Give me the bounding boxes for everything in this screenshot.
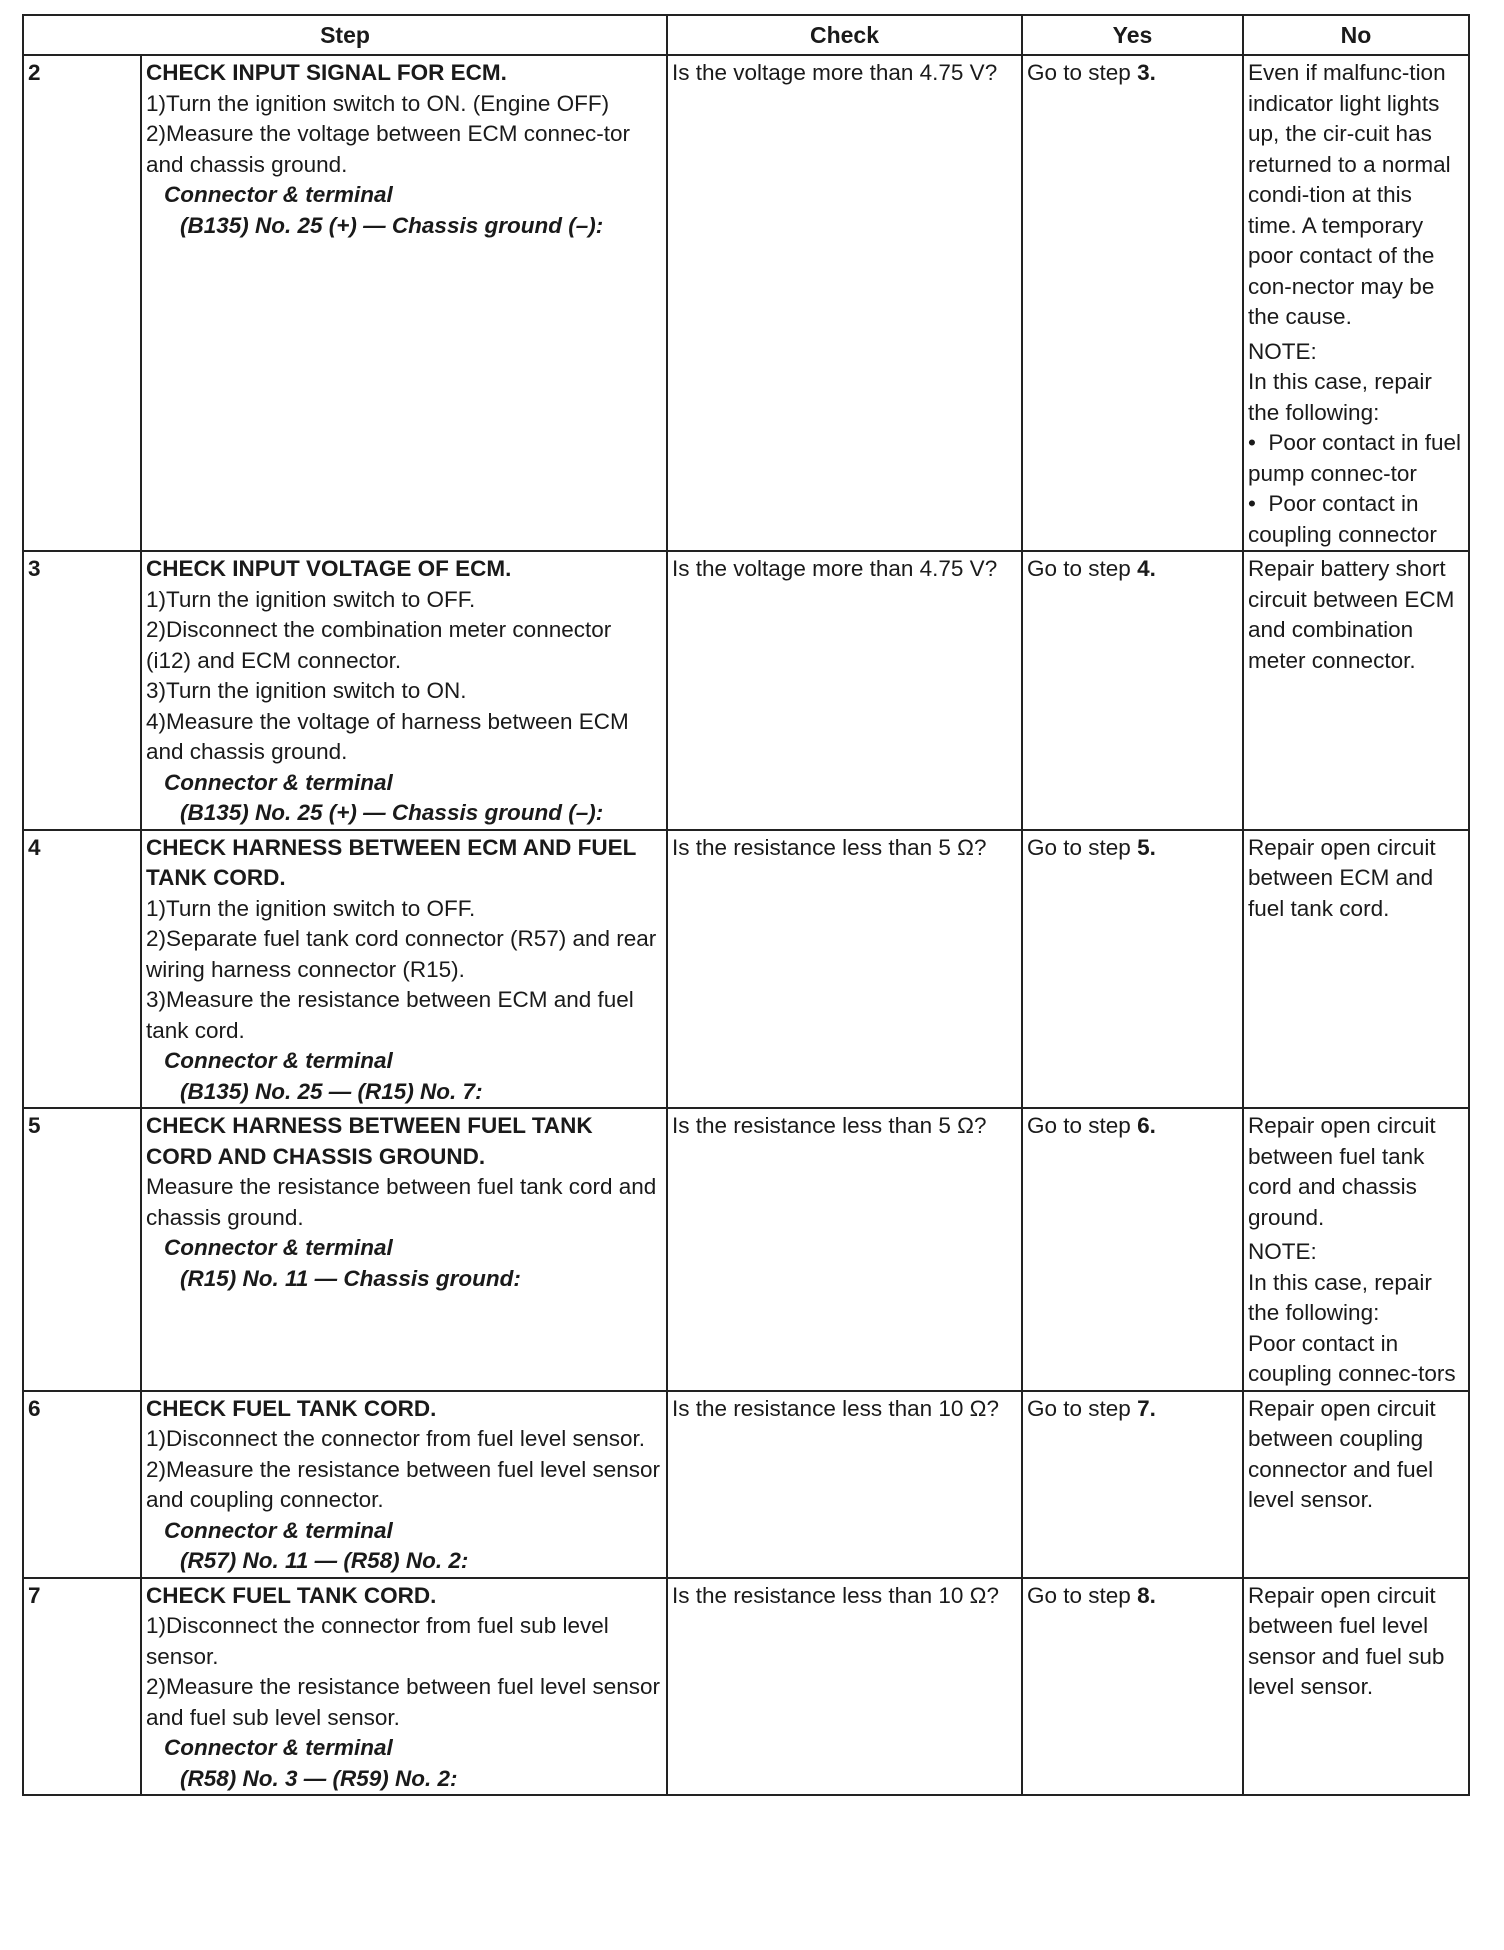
step-instruction: 1)Disconnect the connector from fuel level sensor. — [146, 1426, 645, 1451]
header-step: Step — [23, 15, 667, 55]
table-row — [23, 1578, 1469, 1796]
check-question: Is the resistance less than 5 Ω? — [667, 830, 1022, 1109]
connector-label: Connector & terminal — [164, 769, 393, 795]
note-text: In this case, repair the following: — [1248, 369, 1432, 425]
no-action — [1243, 1391, 1469, 1578]
yes-action — [1022, 1391, 1243, 1578]
yes-step-link[interactable]: 5. — [1137, 834, 1156, 860]
connector-label: Connector & terminal — [164, 1235, 393, 1260]
table-row — [23, 1108, 1469, 1391]
header-row — [23, 15, 1469, 55]
header-yes: Yes — [1022, 15, 1243, 55]
step-procedure — [141, 1391, 667, 1578]
check-question: Is the resistance less than 10 Ω? — [667, 1391, 1022, 1578]
check-question: Is the resistance less than 5 Ω? — [667, 1108, 1022, 1391]
table-row — [23, 55, 1469, 551]
step-instruction: 3)Turn the ignition switch to ON. — [146, 678, 467, 703]
check-question: Is the voltage more than 4.75 V? — [667, 551, 1022, 830]
step-instruction: 4)Measure the voltage of harness between ECM and chassis ground. — [146, 708, 629, 764]
no-text: Repair open circuit between fuel level sensor and fuel sub level sensor. — [1248, 1582, 1445, 1699]
step-procedure — [141, 1578, 667, 1796]
yes-step-link[interactable]: 3. — [1137, 60, 1156, 85]
step-instruction: 1)Turn the ignition switch to OFF. — [146, 895, 476, 921]
bullet-item: • Poor contact in coupling connector — [1248, 489, 1464, 550]
step-instruction: 2)Measure the resistance between fuel level sensor and fuel sub level sensor. — [146, 1674, 661, 1730]
no-text: Repair open circuit between coupling connector and fuel level sensor. — [1248, 1395, 1436, 1512]
header-no: No — [1243, 15, 1469, 55]
step-instruction: 1)Turn the ignition switch to OFF. — [146, 586, 476, 612]
no-action — [1243, 551, 1469, 830]
step-number: 4 — [23, 830, 141, 1109]
yes-action — [1022, 551, 1243, 830]
step-instruction: 2)Measure the voltage between ECM connec-tor and chassis ground. — [146, 121, 631, 177]
step-instruction: 3)Measure the resistance between ECM and fuel tank cord. — [146, 987, 634, 1043]
no-action — [1243, 1108, 1469, 1391]
connector-label: Connector & terminal — [164, 1048, 393, 1073]
step-number: 7 — [23, 1578, 141, 1796]
no-action — [1243, 55, 1469, 551]
step-instruction: 2)Separate fuel tank cord connector (R57) and rear wiring harness connector (R15). — [146, 926, 657, 982]
yes-action — [1022, 55, 1243, 551]
yes-prefix: Go to step — [1027, 834, 1131, 860]
yes-action — [1022, 1578, 1243, 1796]
note-label: NOTE: — [1248, 1239, 1317, 1264]
yes-step-link[interactable]: 6. — [1137, 1113, 1156, 1138]
check-question: Is the voltage more than 4.75 V? — [667, 55, 1022, 551]
check-question: Is the resistance less than 10 Ω? — [667, 1578, 1022, 1796]
bullet-item: • Poor contact in fuel pump connec-tor — [1248, 428, 1464, 489]
yes-prefix: Go to step — [1027, 1113, 1131, 1138]
step-procedure — [141, 551, 667, 830]
no-text: Repair battery short circuit between ECM and combination meter connector. — [1248, 556, 1455, 673]
step-number: 5 — [23, 1108, 141, 1391]
table-row — [23, 1391, 1469, 1578]
diagnostic-table — [22, 14, 1470, 1796]
step-instruction: 2)Disconnect the combination meter connector (i12) and ECM connector. — [146, 617, 612, 673]
connector-label: Connector & terminal — [164, 182, 393, 207]
note-label: NOTE: — [1248, 338, 1317, 364]
yes-step-link[interactable]: 4. — [1137, 556, 1156, 581]
step-procedure — [141, 830, 667, 1109]
step-procedure — [141, 55, 667, 551]
no-text: Repair open circuit between ECM and fuel tank cord. — [1248, 834, 1436, 921]
no-text: Even if malfunc-tion indicator light lights up, the cir-cuit has returned to a normal condi-tion at this time. A temporary poor contact of the con-nector may be the cause. — [1248, 60, 1451, 329]
step-title: CHECK INPUT VOLTAGE OF ECM. — [146, 556, 512, 581]
yes-prefix: Go to step — [1027, 1582, 1131, 1608]
step-instruction: 2)Measure the resistance between fuel level sensor and coupling connector. — [146, 1456, 661, 1512]
no-action — [1243, 1578, 1469, 1796]
step-title: CHECK FUEL TANK CORD. — [146, 1395, 437, 1421]
connector-terminal: (R58) No. 3 — (R59) No. 2: — [180, 1765, 458, 1791]
step-title: CHECK HARNESS BETWEEN FUEL TANK CORD AND CHASSIS GROUND. — [146, 1113, 593, 1169]
no-action — [1243, 830, 1469, 1109]
step-number: 3 — [23, 551, 141, 830]
no-text: Repair open circuit between fuel tank cord and chassis ground. — [1248, 1113, 1436, 1230]
step-title: CHECK FUEL TANK CORD. — [146, 1582, 437, 1608]
step-number: 6 — [23, 1391, 141, 1578]
note-text: In this case, repair the following: — [1248, 1269, 1432, 1325]
step-title: CHECK INPUT SIGNAL FOR ECM. — [146, 60, 507, 85]
yes-prefix: Go to step — [1027, 1395, 1131, 1421]
yes-prefix: Go to step — [1027, 556, 1131, 581]
yes-step-link[interactable]: 8. — [1137, 1582, 1156, 1608]
yes-step-link[interactable]: 7. — [1137, 1395, 1156, 1421]
yes-prefix: Go to step — [1027, 60, 1131, 85]
connector-terminal: (B135) No. 25 (+) — Chassis ground (–): — [180, 800, 604, 825]
header-check: Check — [667, 15, 1022, 55]
step-instruction: 1)Disconnect the connector from fuel sub level sensor. — [146, 1613, 609, 1669]
step-procedure — [141, 1108, 667, 1391]
step-instruction: 1)Turn the ignition switch to ON. (Engine OFF) — [146, 90, 610, 116]
connector-label: Connector & terminal — [164, 1735, 393, 1760]
yes-action — [1022, 830, 1243, 1109]
connector-terminal: (B135) No. 25 — (R15) No. 7: — [180, 1078, 483, 1104]
table-row — [23, 830, 1469, 1109]
table-row — [23, 551, 1469, 830]
step-number: 2 — [23, 55, 141, 551]
note-text: Poor contact in coupling connec-tors — [1248, 1330, 1456, 1386]
step-instruction: Measure the resistance between fuel tank cord and chassis ground. — [146, 1174, 657, 1230]
step-title: CHECK HARNESS BETWEEN ECM AND FUEL TANK CORD. — [146, 834, 637, 890]
connector-label: Connector & terminal — [164, 1517, 393, 1543]
connector-terminal: (B135) No. 25 (+) — Chassis ground (–): — [180, 212, 604, 238]
connector-terminal: (R57) No. 11 — (R58) No. 2: — [180, 1548, 469, 1573]
yes-action — [1022, 1108, 1243, 1391]
connector-terminal: (R15) No. 11 — Chassis ground: — [180, 1265, 521, 1291]
